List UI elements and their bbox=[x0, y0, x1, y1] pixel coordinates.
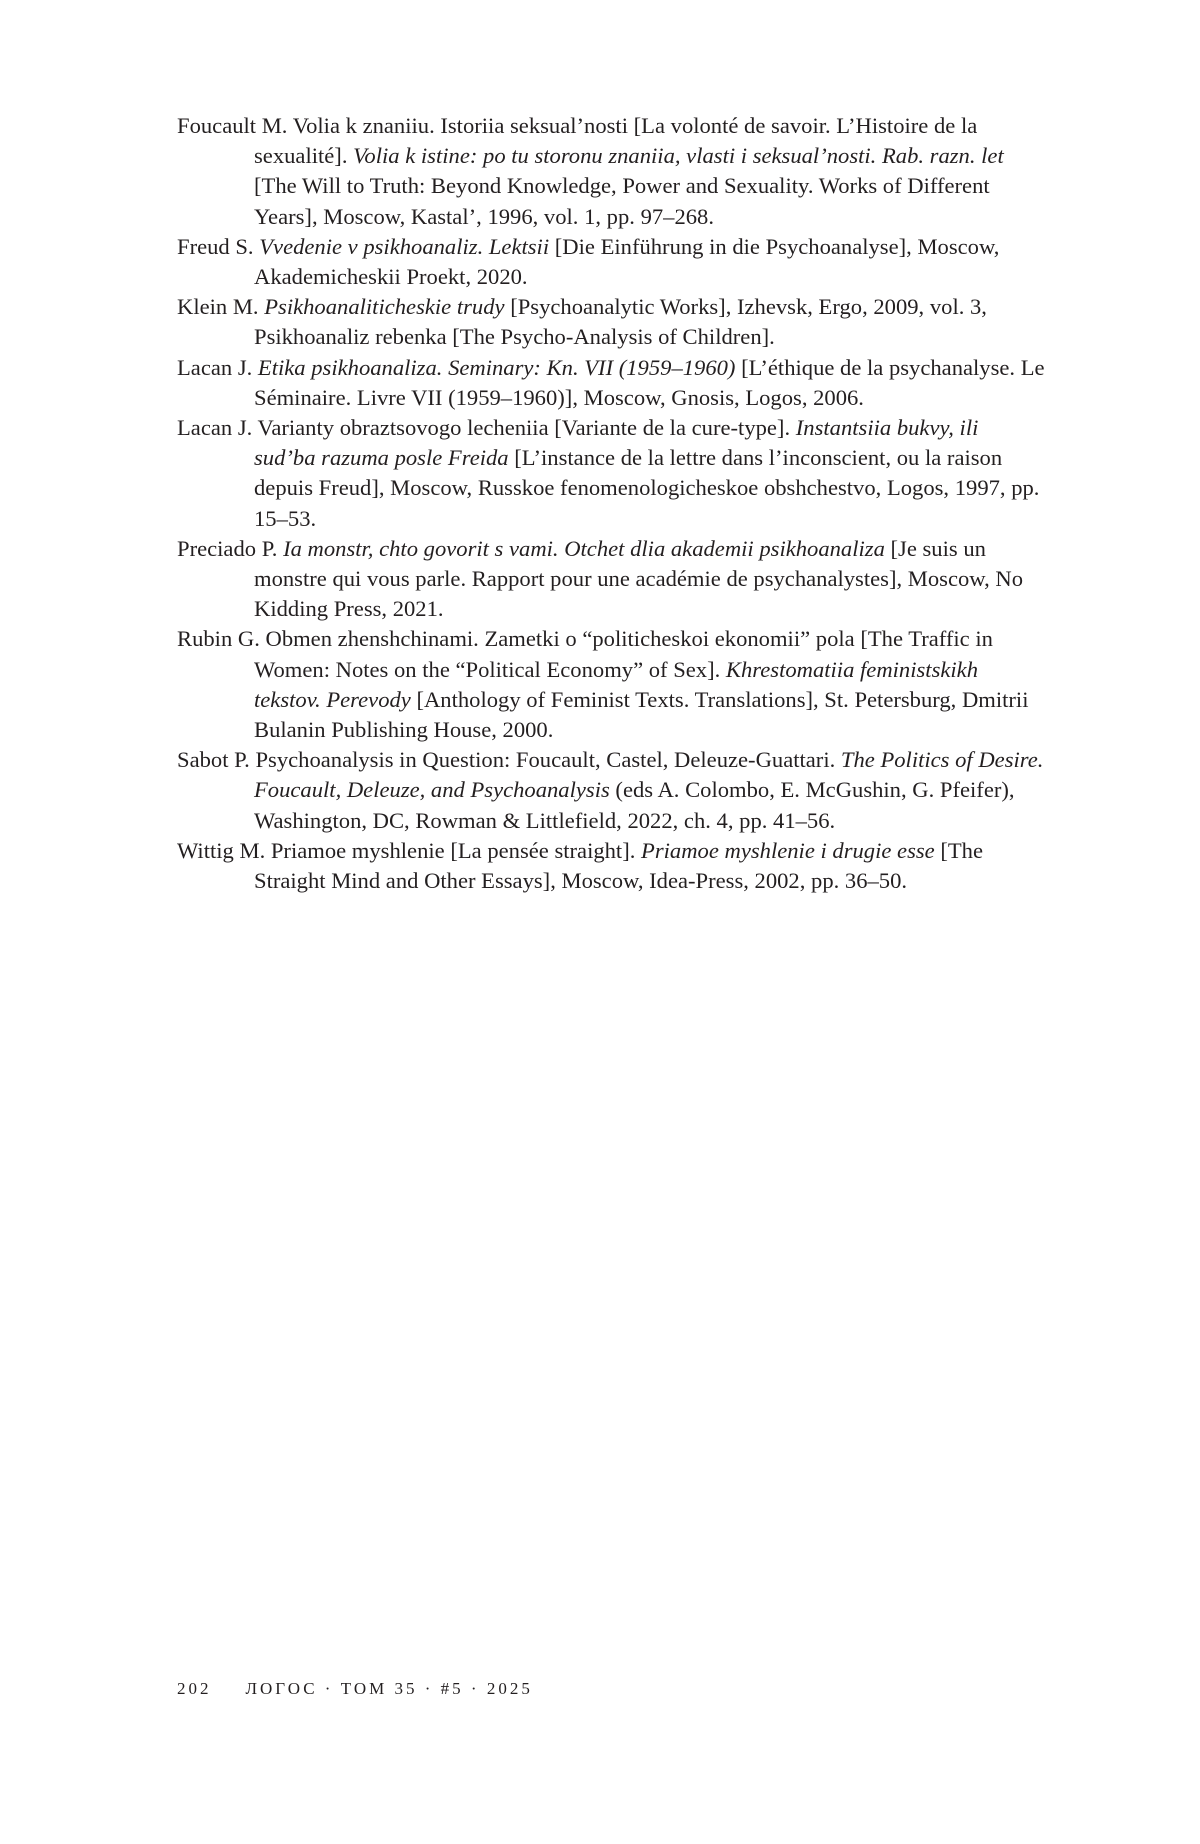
reference-title-italic: Priamoe myshlenie i drugie esse bbox=[641, 837, 935, 863]
reference-text: Sabot P. Psychoanalysis in Question: Foucault, Castel, Deleuze-Guattari. bbox=[177, 747, 841, 773]
reference-text: [The Will to Truth: Beyond Knowledge, Power and Sexuality. Works of Different Years], Moscow, Kastal’, 1996, vol. 1, pp. 97–268. bbox=[254, 173, 990, 229]
reference-text: Rubin G. Obmen zhenshchinami. Zametki o “politicheskoi ekonomii” pola [The Traffic in Women: Notes on the “Political Economy” of Sex]. bbox=[177, 626, 993, 682]
reference-title-italic: Khrestomatiia feministskikh tekstov. Perevody bbox=[254, 656, 978, 712]
reference-text: Preciado P. bbox=[177, 535, 284, 561]
reference-text: Klein M. bbox=[177, 294, 265, 320]
reference-text: Lacan J. Varianty obraztsovogo lecheniia [Variante de la cure-type]. bbox=[177, 415, 796, 441]
reference-entry bbox=[177, 292, 1045, 352]
reference-entry bbox=[177, 353, 1045, 413]
reference-text: Wittig M. Priamoe myshlenie [La pensée straight]. bbox=[177, 837, 642, 863]
reference-text: [Psychoanalytic Works], Izhevsk, Ergo, 2009, vol. 3, Psikhoanaliz rebenka [The Psycho-Analysis of Children]. bbox=[254, 294, 987, 350]
journal-running-footer: ЛОГОС · ТОМ 35 · #5 · 2025 bbox=[245, 1679, 533, 1698]
reference-text: (eds A. Colombo, E. McGushin, G. Pfeifer), Washington, DC, Rowman & Littlefield, 2022, ch. 4, pp. 41–56. bbox=[254, 777, 1015, 833]
reference-text: [L’instance de la lettre dans l’inconscient, ou la raison depuis Freud], Moscow, Russkoe fenomenologicheskoe obshchestvo, Logos, 1997, pp. 15–53. bbox=[254, 445, 1040, 531]
reference-title-italic: The Politics of Desire. Foucault, Deleuze, and Psychoanalysis bbox=[254, 747, 1044, 803]
reference-entry bbox=[177, 836, 1045, 896]
reference-entry bbox=[177, 534, 1045, 625]
reference-entry bbox=[177, 111, 1045, 232]
reference-title-italic: Volia k istine: po tu storonu znaniia, vlasti i seksual’nosti. Rab. razn. let bbox=[353, 143, 1004, 169]
reference-entry bbox=[177, 745, 1045, 836]
reference-text: [Je suis un monstre qui vous parle. Rapport pour une académie de psychanalystes], Moscow, No Kidding Press, 2021. bbox=[254, 535, 1024, 622]
reference-text: [Anthology of Feminist Texts. Translations], St. Petersburg, Dmitrii Bulanin Publishing House, 2000. bbox=[254, 686, 1029, 743]
page-footer bbox=[177, 1679, 533, 1699]
reference-list bbox=[177, 111, 1045, 896]
reference-entry bbox=[177, 624, 1045, 745]
reference-title-italic: Instantsiia bukvy, ili sud’ba razuma posle Freida bbox=[254, 415, 979, 471]
reference-text: Lacan J. bbox=[177, 354, 258, 380]
page-number: 202 bbox=[177, 1679, 212, 1698]
reference-entry bbox=[177, 232, 1045, 292]
reference-title-italic: Psikhoanaliticheskie trudy bbox=[264, 294, 505, 320]
reference-title-italic: Vvedenie v psikhoanaliz. Lektsii bbox=[259, 233, 550, 259]
reference-entry bbox=[177, 413, 1045, 534]
reference-text: [Die Einführung in die Psychoanalyse], Moscow, Akademicheskii Proekt, 2020. bbox=[254, 233, 1000, 290]
reference-text: [L’éthique de la psychanalyse. Le Séminaire. Livre VII (1959–1960)], Moscow, Gnosis, Logos, 2006. bbox=[254, 354, 1045, 410]
reference-text: Freud S. bbox=[177, 233, 260, 259]
reference-text: Foucault M. Volia k znaniiu. Istoriia seksual’nosti [La volonté de savoir. L’Histoire de la sexualité]. bbox=[177, 113, 978, 169]
reference-title-italic: Etika psikhoanaliza. Seminary: Kn. VII (1959–1960) bbox=[257, 354, 736, 380]
reference-title-italic: Ia monstr, chto govorit s vami. Otchet dlia akademii psikhoanaliza bbox=[283, 535, 885, 561]
reference-text: [The Straight Mind and Other Essays], Moscow, Idea-Press, 2002, pp. 36–50. bbox=[254, 837, 984, 894]
